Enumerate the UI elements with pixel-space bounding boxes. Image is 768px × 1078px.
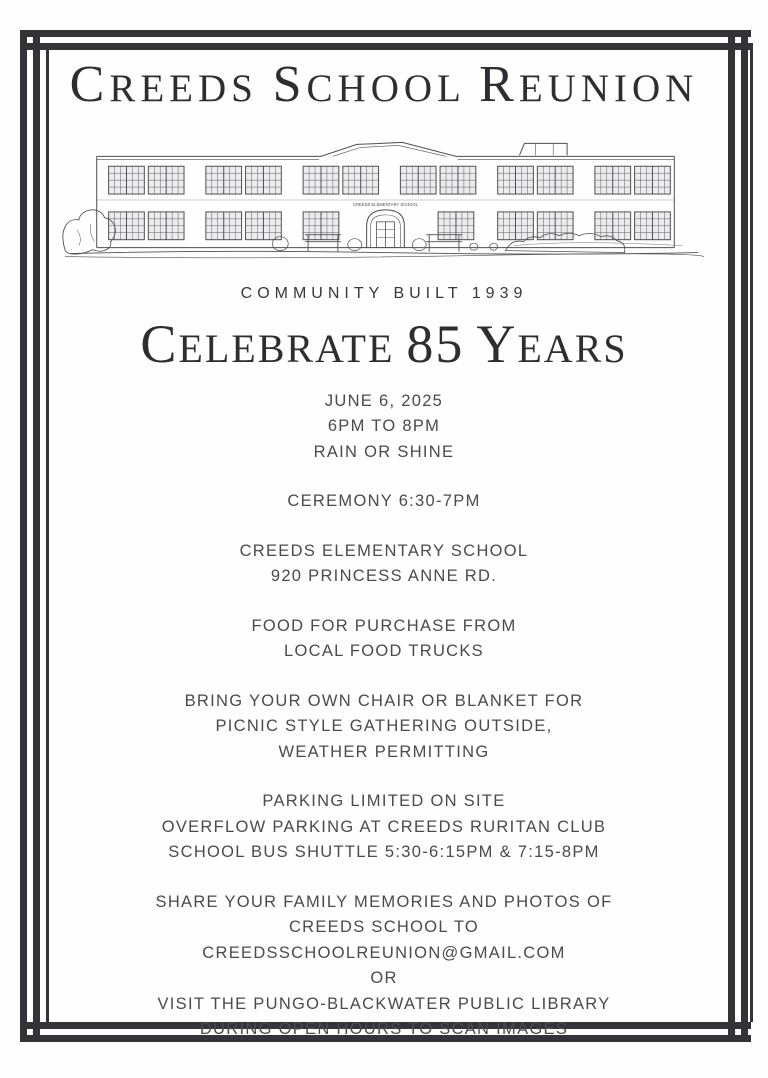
text-line: 920 PRINCESS ANNE RD. xyxy=(270,567,498,586)
text-section xyxy=(46,489,722,515)
text-line: RAIN OR SHINE xyxy=(313,442,455,461)
building-caption: CREEDS ELEMENTARY SCHOOL xyxy=(352,202,418,208)
text-line: BRING YOUR OWN CHAIR OR BLANKET FOR xyxy=(184,691,584,710)
text-line: SCHOOL BUS SHUTTLE 5:30-6:15PM & 7:15-8PM xyxy=(168,843,600,862)
text-line: CREEDSSCHOOLREUNION@GMAIL.COM xyxy=(202,943,566,962)
text-line: SHARE YOUR FAMILY MEMORIES AND PHOTOS OF xyxy=(155,892,613,911)
text-line: CREEDS SCHOOL TO xyxy=(288,918,480,937)
text-line: FOOD FOR PURCHASE FROM xyxy=(251,616,517,635)
text-line: OR xyxy=(370,969,398,988)
text-line: LOCAL FOOD TRUCKS xyxy=(284,642,484,661)
flyer-content xyxy=(46,0,722,1067)
text-line: CREEDS ELEMENTARY SCHOOL xyxy=(239,541,529,560)
text-line: 6PM TO 8PM xyxy=(327,417,441,436)
community-built-label: COMMUNITY BUILT 1939 xyxy=(240,285,528,303)
text-section xyxy=(46,539,722,590)
page-title: CREEDS SCHOOL REUNION xyxy=(69,56,699,113)
frame-line-right-mid xyxy=(728,30,735,1042)
text-line: PICNIC STYLE GATHERING OUTSIDE, xyxy=(215,717,553,736)
text-line: CEREMONY 6:30-7PM xyxy=(287,492,481,511)
school-building-illustration xyxy=(46,134,722,264)
school-building-line-drawing-icon xyxy=(57,134,712,264)
frame-line-left-outer xyxy=(20,30,27,1042)
text-line: VISIT THE PUNGO-BLACKWATER PUBLIC LIBRARY xyxy=(157,994,611,1013)
text-section xyxy=(46,614,722,665)
text-section xyxy=(46,890,722,1043)
text-line: JUNE 6, 2025 xyxy=(324,391,444,410)
text-line: PARKING LIMITED ON SITE xyxy=(262,792,506,811)
text-line: DURING OPEN HOURS TO SCAN IMAGES xyxy=(199,1020,569,1039)
text-section xyxy=(46,789,722,866)
celebrate-headline: CELEBRATE 85 YEARS xyxy=(140,314,628,375)
text-section xyxy=(46,389,722,466)
frame-line-right-thin xyxy=(750,43,753,1022)
frame-line-left-mid xyxy=(33,30,40,1042)
text-line: OVERFLOW PARKING AT CREEDS RURITAN CLUB xyxy=(161,817,607,836)
body-sections xyxy=(46,389,722,1043)
text-line: WEATHER PERMITTING xyxy=(278,742,490,761)
frame-line-right-outer xyxy=(741,30,748,1042)
text-section xyxy=(46,689,722,766)
